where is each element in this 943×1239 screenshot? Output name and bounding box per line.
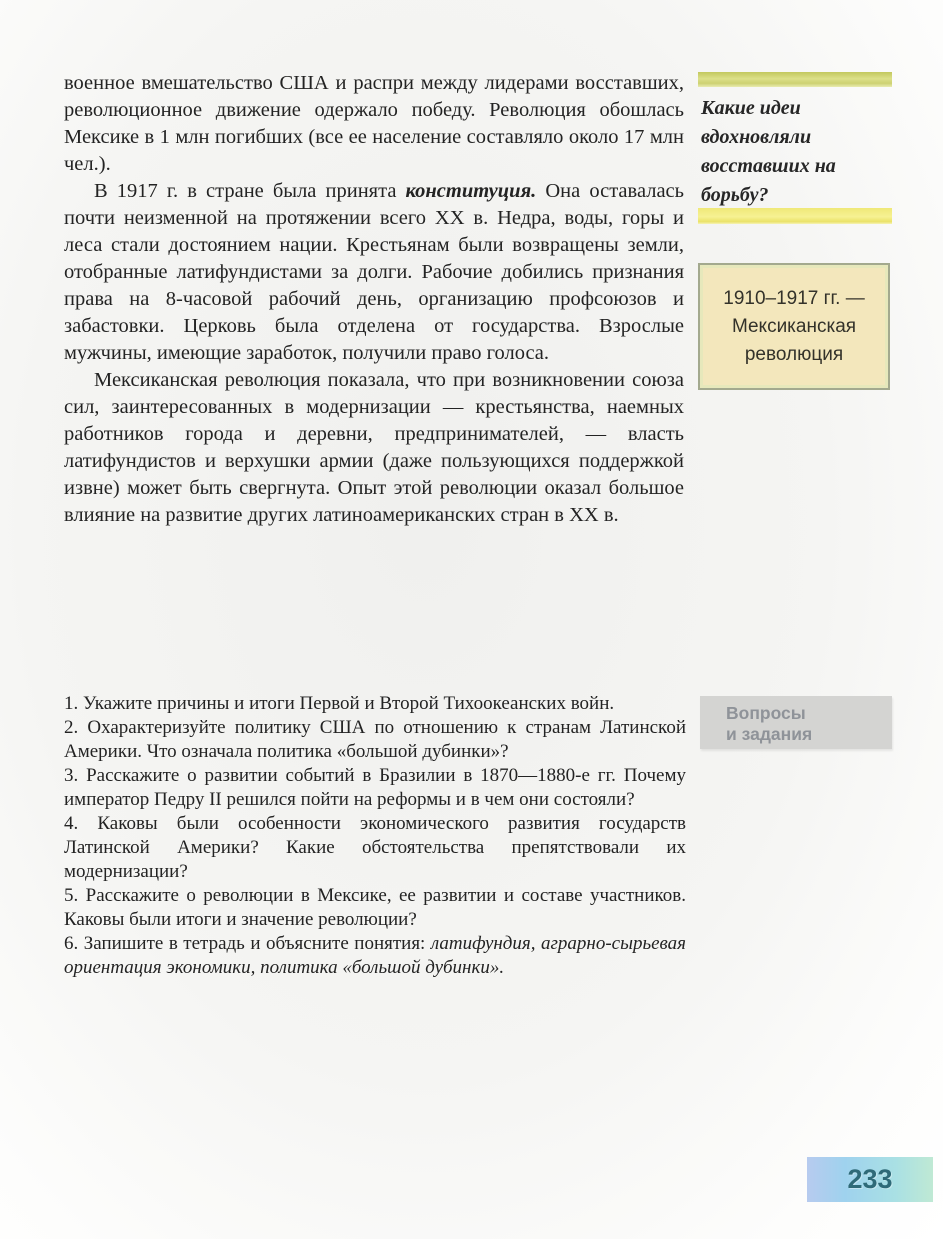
question-item: 2. Охарактеризуйте политику США по отношению к странам Латинской Америки. Что означала политика «большой дубинки»?	[64, 717, 686, 762]
date-fact-text: 1910–1917 гг. — Мексиканская революция	[723, 287, 865, 365]
highlight-bar-bottom	[698, 208, 892, 224]
date-fact-box	[698, 263, 890, 390]
paragraph-text: Она оставалась почти неизменной на протяжении всего XX в. Недра, воды, горы и леса стали достоянием нации. Крестьянам были возвращены земли, отобранные латифундистами за долги. Рабочие добились признания права на 8-часовой рабочий день, организацию профсоюзов и забастовки. Церковь была отделена от государства. Взрослые мужчины, имеющие заработок, получили право голоса.	[64, 180, 685, 364]
question-item: 1. Укажите причины и итоги Первой и Второй Тихоокеанских войн.	[64, 693, 615, 714]
questions-heading-line: Вопросы	[726, 703, 806, 723]
main-text-column	[64, 70, 684, 529]
question-item: 4. Каковы были особенности экономического развития государств Латинской Америки? Какие обстоятельства препятствовали их модернизации?	[64, 813, 686, 882]
question-item: 3. Расскажите о развитии событий в Бразилии в 1870—1880-е гг. Почему император Педру II решился пойти на реформы и в чем они состояли?	[64, 765, 686, 810]
question-item	[64, 932, 686, 980]
questions-list	[64, 692, 686, 980]
highlight-bar-top	[698, 72, 892, 87]
emphasized-term: конституция.	[405, 180, 537, 202]
margin-question: Какие идеи вдохновляли восставших на борьбу?	[701, 97, 836, 206]
paragraph-revolution-significance: Мексиканская революция показала, что при возникновении союза сил, заинтересованных в модернизации — крестьянства, наемных работников города и деревни, предпринимателей, — власть латифундистов и верхушки армии (даже пользующихся поддержкой извне) может быть свергнута. Опыт этой революции оказал большое влияние на развитие других латиноамериканских стран в XX в.	[64, 369, 684, 526]
question-item: 5. Расскажите о революции в Мексике, ее развитии и составе участников. Каковы были итоги и значение революции?	[64, 885, 686, 930]
question-terms-italic: латифундия, аграрно-сырьевая ориентация экономики, политика «большой дубинки».	[64, 933, 686, 978]
paragraph-constitution	[64, 178, 684, 367]
paragraph-text: В 1917 г. в стране была принята	[94, 180, 406, 202]
page-number-badge	[807, 1157, 933, 1202]
paragraph-continuation: военное вмешательство США и распри между лидерами восставших, революционное движение одержало победу. Революция обошлась Мексике в 1 млн погибших (все ее население составляло около 17 млн чел.).	[64, 72, 684, 175]
question-text: 6. Запишите в тетрадь и объясните понятия:	[64, 933, 431, 954]
page-number: 233	[847, 1164, 893, 1194]
questions-heading-box	[700, 696, 892, 749]
questions-heading-line: и задания	[726, 724, 813, 744]
